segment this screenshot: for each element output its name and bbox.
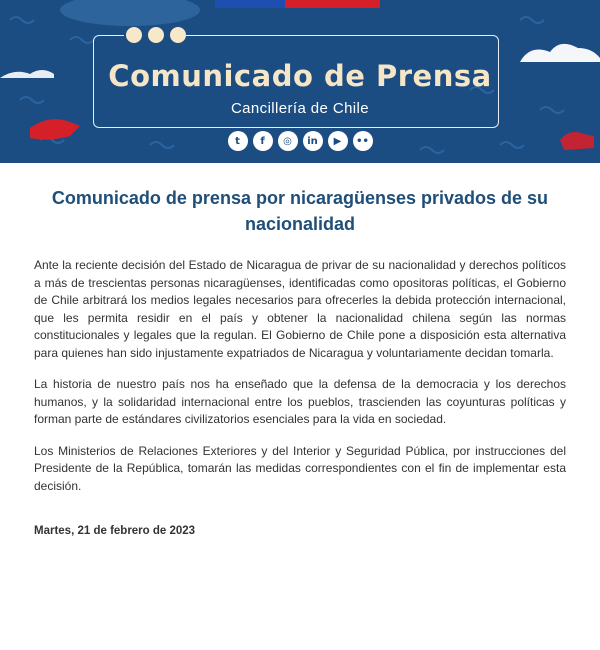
flickr-icon[interactable]: •• <box>353 131 373 151</box>
article-body <box>0 185 600 537</box>
flag-stripe-blue <box>215 0 285 8</box>
facebook-icon[interactable]: f <box>253 131 273 151</box>
twitter-icon[interactable]: t <box>228 131 248 151</box>
publication-date: Martes, 21 de febrero de 2023 <box>34 525 196 537</box>
instagram-icon[interactable]: ◎ <box>278 131 298 151</box>
article-paragraph: La historia de nuestro país nos ha enseñado que la defensa de la democracia y los derechos humanos, y la solidaridad internacional entre los pueblos, trascienden las coyunturas políticas y forman parte de estándares civilizatorios esenciales para la vida en sociedad. <box>34 377 566 426</box>
article-paragraph: Los Ministerios de Relaciones Exteriores y del Interior y Seguridad Pública, por instrucciones del Presidente de la República, tomarán las medidas correspondientes con el fin de implementar esta decisión. <box>34 443 566 493</box>
social-links <box>220 131 380 153</box>
article-paragraph: Ante la reciente decisión del Estado de Nicaragua de privar de su nacionalidad y derechos políticos a más de trescientas personas nicaragüenses, identificadas como opositoras políticas, el Gobierno de Chile arbitrará los medios legales necesarios para ofrecerles la debida protección internacional, que les permita residir en el país y obtener la nacionalidad chilena según las normas constitucionales y legales que la regulan. El Gobierno de Chile pone a disposición esta alternativa para quienes han sido injustamente expatriados de Nicaragua y voluntariamente decidan tomarla. <box>34 258 566 360</box>
linkedin-icon[interactable]: in <box>303 131 323 151</box>
banner-subtitle: Cancillería de Chile <box>230 100 370 117</box>
banner-title: Comunicado de Prensa <box>108 59 492 93</box>
decorative-dots <box>124 26 186 44</box>
flag-stripe-red <box>285 0 380 8</box>
youtube-icon[interactable]: ▶ <box>328 131 348 151</box>
press-release-banner <box>0 0 600 163</box>
article-headline: Comunicado de prensa por nicaragüenses privados de su nacionalidad <box>51 188 549 234</box>
